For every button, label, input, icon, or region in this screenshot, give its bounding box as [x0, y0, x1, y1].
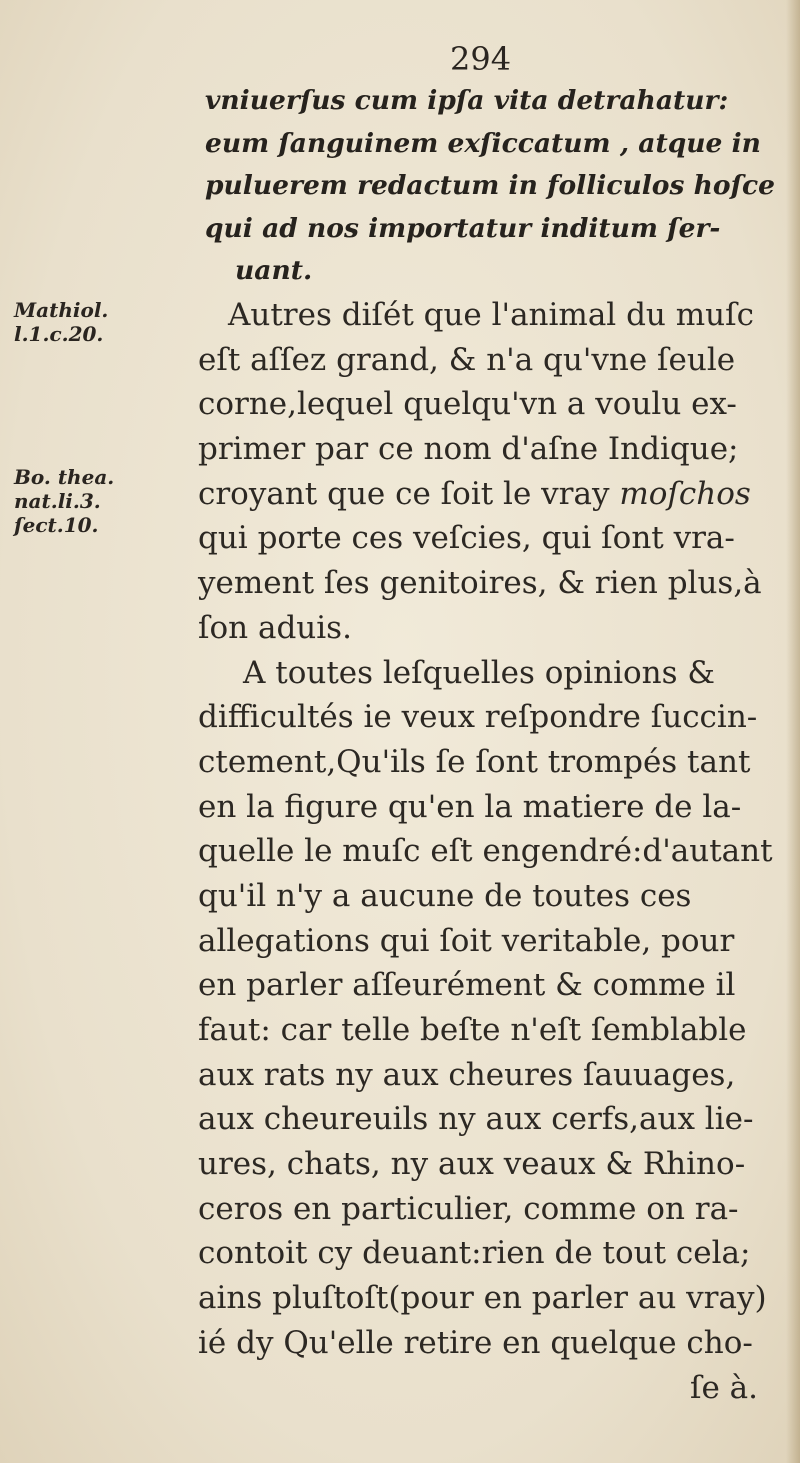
text-line: ſon aduis. [198, 609, 352, 646]
text-line: allegations qui ſoit veritable, pour [198, 922, 735, 959]
text-line: primer par ce nom d'aſne Indique; [198, 431, 739, 468]
french-text [198, 293, 788, 1410]
latin-line: qui ad nos importatur inditum ſer- [205, 212, 721, 244]
page-spine-shadow [786, 0, 800, 1463]
margin-note-line: nat.li.3. [14, 489, 101, 513]
latin-line: uant. [235, 255, 313, 286]
text-line: quelle le muſc eſt engendré:d'autant [198, 833, 773, 870]
margin-note-bo-thea [14, 465, 114, 537]
text-line: ains pluſtoſt(pour en parler au vray) [198, 1280, 767, 1317]
text-line: corne,lequel quelqu'vn a voulu ex- [198, 386, 737, 423]
margin-note-line: ſect.10. [14, 513, 99, 537]
text-line: faut: car telle beſte n'eſt ſemblable [198, 1012, 747, 1048]
latin-quotation [205, 80, 785, 293]
text-line: difficultés ie veux reſpondre ſuccin- [198, 699, 758, 736]
page-number: 294 [450, 40, 512, 78]
text-line: A toutes leſquelles opinions & [243, 654, 716, 691]
text-line: eſt aſſez grand, & n'a qu'vne ſeule [198, 341, 736, 378]
italic-word: moſchos [619, 475, 751, 512]
text-line [198, 472, 788, 517]
latin-line: vniuerſus cum ipſa vita detrahatur: [205, 85, 729, 116]
text-line: en la figure qu'en la matiere de la- [198, 788, 742, 825]
catchword: ſe à. [689, 1369, 758, 1406]
text-line: ceros en particulier, comme on ra- [198, 1190, 739, 1227]
text-line: en parler aſſeurément & comme il [198, 967, 736, 1004]
text-line: aux cheureuils ny aux cerfs,aux lie- [198, 1101, 754, 1138]
margin-note-line: Bo. thea. [14, 465, 115, 489]
text-line: yement ſes genitoires, & rien plus,à [198, 565, 762, 602]
margin-note-mathiol [14, 298, 108, 346]
text-segment: croyant que ce ſoit le vray [198, 475, 610, 512]
text-line: aux rats ny aux cheures ſauuages, [198, 1056, 736, 1093]
text-line: qui porte ces veſcies, qui ſont vra- [198, 520, 735, 557]
text-line: ures, chats, ny aux veaux & Rhino- [198, 1146, 746, 1183]
text-line: qu'il n'y a aucune de toutes ces [198, 877, 692, 914]
latin-line: eum ſanguinem exſiccatum , atque in [205, 127, 761, 159]
margin-note-line: l.1.c.20. [14, 322, 104, 346]
margin-note-line: Mathiol. [14, 298, 109, 322]
text-line: ié dy Qu'elle retire en quelque cho- [198, 1324, 753, 1361]
text-line: Autres diſét que l'animal du muſc [228, 297, 754, 333]
text-line: contoit cy deuant:rien de tout cela; [198, 1235, 751, 1272]
text-line: ctement,Qu'ils ſe ſont trompés tant [198, 743, 751, 780]
latin-line: puluerem redactum in folliculos hoſce [205, 170, 775, 201]
